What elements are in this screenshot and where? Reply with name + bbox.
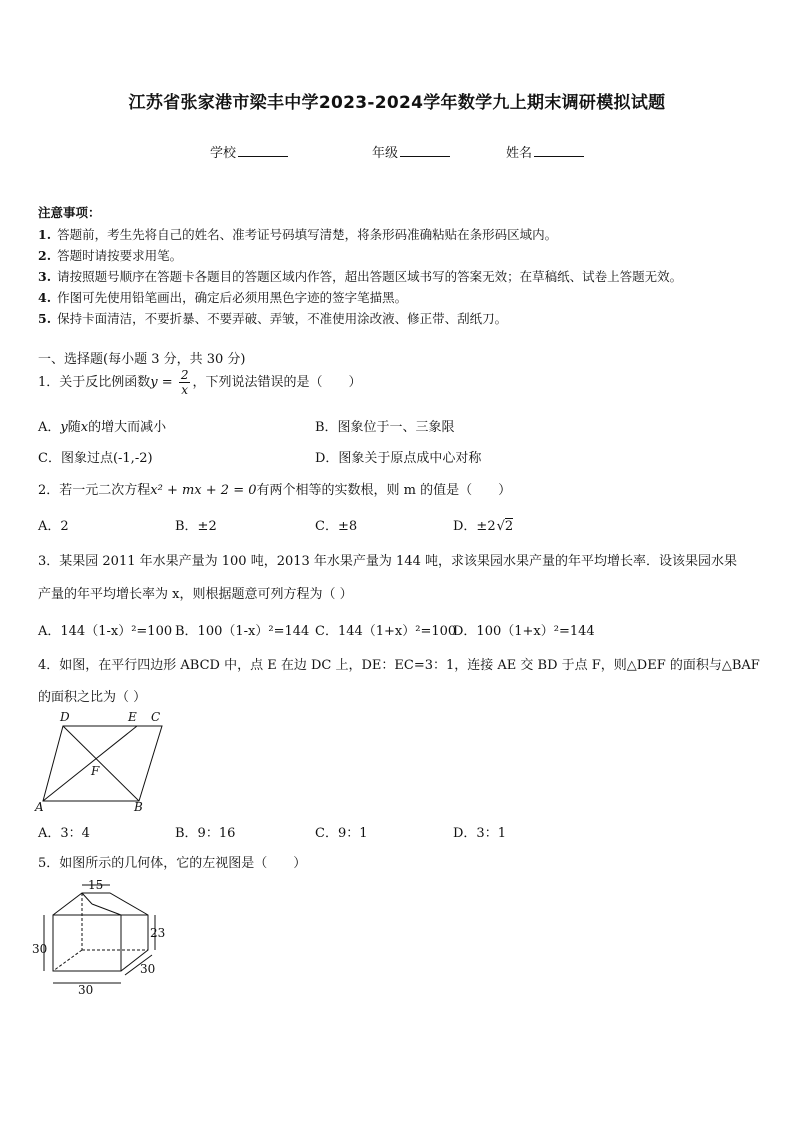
segment-ae [43, 726, 137, 801]
label-c: C [151, 710, 161, 724]
solid-figure [30, 875, 180, 1000]
question-4-line-1: 4．如图，在平行四边形 ABCD 中，点 E 在边 DC 上，DE：EC=3：1，连接 AE 交 BD 于点 F，则△DEF 的面积与△BAF [38, 658, 760, 673]
notice-block [38, 203, 682, 329]
notice-text: 作图可先使用铅笔画出，确定后必须用黑色字迹的签字笔描黑。 [57, 290, 408, 305]
notice-text: 保持卡面清洁，不要折暴、不要弄破、弄皱，不准使用涂改液、修正带、刮纸刀。 [57, 311, 508, 326]
q2-equation: x² + mx + 2 = 0 [150, 483, 257, 498]
dim-right: 23 [150, 926, 166, 940]
question-3-line-2: 产量的年平均增长率为 x，则根据题意可列方程为（ ） [38, 587, 353, 602]
name-field [506, 142, 584, 161]
notice-item [38, 308, 682, 329]
q1-option-a[interactable] [38, 416, 166, 435]
dim-depth: 30 [140, 962, 156, 976]
q3-option-d[interactable]: D．100（1+x）²=144 [453, 624, 595, 639]
name-blank [534, 144, 584, 157]
q2-d-prefix: D．±2 [453, 519, 496, 534]
q2-option-c[interactable]: C．±8 [315, 519, 358, 534]
question-5: 5．如图所示的几何体，它的左视图是（ ） [38, 856, 307, 871]
q1-a-letter: A． [38, 420, 61, 435]
section-heading: 一、选择题(每小题 3 分，共 30 分) [38, 352, 246, 367]
notice-text: 请按照题号顺序在答题卡各题目的答题区域内作答，超出答题区域书写的答案无效；在草稿纸、试卷上答题无效。 [57, 269, 683, 284]
q4-option-b[interactable]: B．9：16 [175, 826, 236, 841]
parallelogram-figure [30, 706, 170, 818]
name-label: 姓名 [506, 146, 533, 161]
q1-a-mid: 随 [67, 420, 81, 435]
q1-equals: = [157, 375, 177, 390]
q3-option-b[interactable]: B．100（1-x）²=144 [175, 624, 310, 639]
page-title: 江苏省张家港市梁丰中学2023-2024学年数学九上期末调研模拟试题 [128, 93, 666, 113]
notice-num: 4. [38, 290, 52, 305]
q1-var-y: y [150, 375, 158, 390]
question-2 [38, 479, 511, 498]
notice-item [38, 266, 682, 287]
notice-num: 2. [38, 248, 52, 263]
notice-num: 1. [38, 227, 52, 242]
dim-left: 30 [32, 942, 48, 956]
label-a: A [35, 800, 44, 814]
question-4-line-2: 的面积之比为（ ） [38, 690, 147, 705]
q2-option-d[interactable] [453, 515, 513, 534]
question-3-line-1: 3．某果园 2011 年水果产量为 100 吨，2013 年水果产量为 144 吨，求该果园水果产量的年平均增长率．设该果园水果 [38, 554, 737, 569]
question-1 [38, 368, 361, 397]
q4-option-d[interactable]: D．3：1 [453, 826, 506, 841]
q4-option-c[interactable]: C．9：1 [315, 826, 368, 841]
q1-prefix: 1．关于反比例函数 [38, 375, 151, 390]
hidden-edge [53, 950, 82, 971]
q2-d-radicand: 2 [504, 519, 514, 534]
label-e: E [128, 710, 137, 724]
school-field [210, 142, 288, 161]
notice-text: 答题前，考生先将自己的姓名、准考证号码填写清楚，将条形码准确粘贴在条形码区域内。 [57, 227, 558, 242]
q1-a-end: 的增大而减小 [88, 420, 167, 435]
q1-option-d[interactable]: D．图象关于原点成中心对称 [315, 451, 482, 466]
dim-top: 15 [88, 878, 104, 892]
q1-denominator: x [181, 383, 189, 397]
q3-option-c[interactable]: C．144（1+x）²=100 [315, 624, 457, 639]
segment-bd [63, 726, 139, 801]
q2-option-b[interactable]: B．±2 [175, 519, 217, 534]
q4-option-a[interactable]: A．3：4 [38, 826, 90, 841]
dim-bottom: 30 [78, 983, 94, 997]
notice-item [38, 224, 682, 245]
grade-blank [400, 144, 450, 157]
grade-field [372, 142, 450, 161]
q1-numerator: 2 [180, 368, 189, 382]
q2-option-a[interactable]: A．2 [38, 519, 69, 534]
school-blank [238, 144, 288, 157]
q2-suffix: 有两个相等的实数根，则 m 的值是（ ） [256, 483, 512, 498]
label-b: B [134, 800, 143, 814]
cut-edge-3 [92, 904, 121, 915]
cut-edge-2 [82, 893, 92, 904]
notice-item [38, 287, 682, 308]
q2-prefix: 2．若一元二次方程 [38, 483, 151, 498]
q1-a-x: x [80, 420, 89, 435]
q1-fraction [179, 368, 191, 397]
notice-text: 答题时请按要求用笔。 [57, 248, 183, 263]
front-face [53, 915, 121, 971]
notice-item [38, 245, 682, 266]
q3-option-a[interactable]: A．144（1-x）²=100 [38, 624, 173, 639]
notice-num: 3. [38, 269, 52, 284]
notice-heading: 注意事项： [38, 205, 101, 220]
grade-label: 年级 [372, 146, 399, 161]
parallelogram-abcd [43, 726, 162, 801]
label-f: F [91, 764, 100, 778]
q1-option-c[interactable]: C．图象过点(-1,-2) [38, 451, 153, 466]
school-label: 学校 [210, 146, 237, 161]
notice-num: 5. [38, 311, 52, 326]
label-d: D [60, 710, 70, 724]
q1-suffix: ，下列说法错误的是（ ） [192, 375, 362, 390]
sqrt-symbol: √ [496, 519, 505, 534]
q1-option-b[interactable]: B．图象位于一、三象限 [315, 420, 455, 435]
top-right-outline [53, 893, 148, 971]
q1-a-y: y [60, 420, 68, 435]
